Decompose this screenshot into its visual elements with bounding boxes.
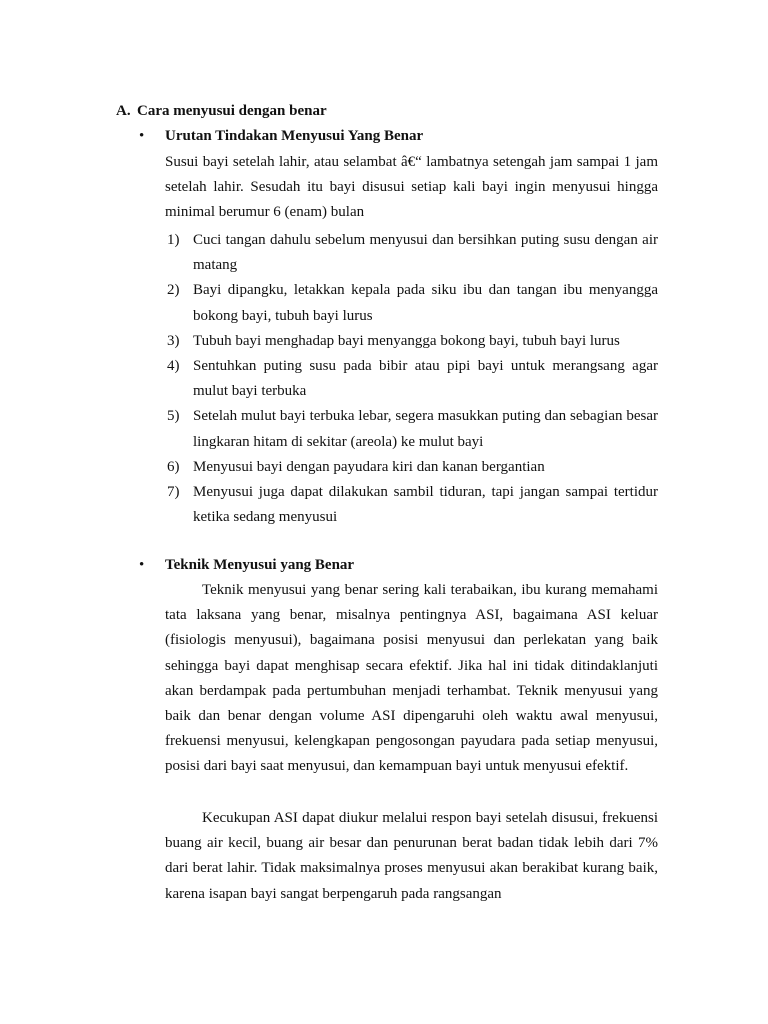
bullet-icon: • <box>139 128 145 144</box>
bullet-heading-urutan <box>139 127 423 145</box>
list-item <box>165 329 658 354</box>
bullet-heading-teknik <box>139 556 354 574</box>
bullet-icon: • <box>139 557 145 573</box>
step-number: 1) <box>167 232 180 248</box>
step-text: Setelah mulut bayi terbuka lebar, segera masukkan puting dan sebagian besar lingkaran hitam di sekitar (areola) ke mulut bayi <box>193 408 658 450</box>
teknik-paragraph-2: Kecukupan ASI dapat diukur melalui respon bayi setelah disusui, frekuensi buang air kecil, buang air besar dan penurunan berat badan tidak lebih dari 7% dari berat lahir. Tidak maksimalnya proses menyusui akan berakibat kurang baik, karena isapan bayi sangat berpengaruh pada rangsangan <box>165 810 658 902</box>
list-item <box>165 455 658 480</box>
section-letter: A. <box>116 103 131 119</box>
step-text: Tubuh bayi menghadap bayi menyangga bokong bayi, tubuh bayi lurus <box>193 332 620 349</box>
step-text: Menyusui bayi dengan payudara kiri dan kanan bergantian <box>193 458 545 475</box>
section-title: Cara menyusui dengan benar <box>137 103 327 119</box>
urutan-intro: Susui bayi setelah lahir, atau selambat â€“ lambatnya setengah jam sampai 1 jam setelah lahir. Sesudah itu bayi disusui setiap kali bayi ingin menyusui hingga minimal berumur 6 (enam) bulan <box>165 154 658 221</box>
steps-list <box>165 228 658 530</box>
urutan-title: Urutan Tindakan Menyusui Yang Benar <box>165 128 424 144</box>
step-number: 6) <box>167 458 180 475</box>
step-text: Sentuhkan puting susu pada bibir atau pipi bayi untuk merangsang agar mulut bayi terbuka <box>193 358 658 400</box>
step-number: 5) <box>167 408 180 425</box>
list-item <box>165 228 658 278</box>
step-number: 2) <box>167 282 180 299</box>
list-item <box>165 278 658 328</box>
teknik-title: Teknik Menyusui yang Benar <box>165 557 355 573</box>
step-number: 3) <box>167 332 180 349</box>
list-item <box>165 480 658 530</box>
step-text: Cuci tangan dahulu sebelum menyusui dan bersihkan puting susu dengan air matang <box>193 232 658 274</box>
teknik-paragraph-1: Teknik menyusui yang benar sering kali terabaikan, ibu kurang memahami tata laksana yang benar, misalnya pentingnya ASI, bagaimana ASI keluar (fisiologis menyusui), bagaimana posisi menyusui dan perlekatan yang baik sehingga bayi dapat menghisap secara efektif. Jika hal ini tidak ditindaklanjuti akan berdampak pada pertumbuhan menjadi terhambat. Teknik menyusui yang baik dan benar dengan volume ASI dipengaruhi oleh waktu awal menyusui, frekuensi menyusui, kelengkapan pengosongan payudara pada setiap menyusui, posisi dari bayi saat menyusui, dan kemampuan bayi untuk menyusui efektif. <box>165 582 658 775</box>
step-number: 4) <box>167 358 180 375</box>
step-text: Bayi dipangku, letakkan kepala pada siku ibu dan tangan ibu menyangga bokong bayi, tubuh bayi lurus <box>193 282 658 324</box>
step-text: Menyusui juga dapat dilakukan sambil tiduran, tapi jangan sampai tertidur ketika sedang menyusui <box>193 484 658 526</box>
step-number: 7) <box>167 484 180 501</box>
list-item <box>165 354 658 404</box>
list-item <box>165 404 658 454</box>
section-heading <box>116 102 327 120</box>
